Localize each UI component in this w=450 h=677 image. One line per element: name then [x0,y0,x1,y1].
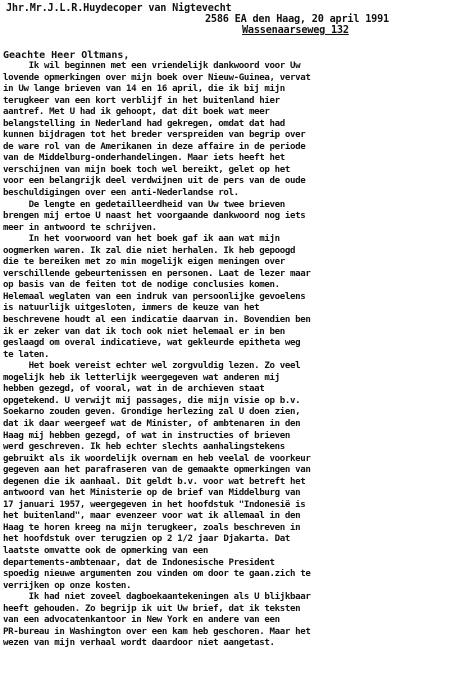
body-line: oogmerken waren. Ik zal die niet herhalen. Ik heb gepoogd [3,245,296,256]
street-address [242,25,349,36]
body-line: geslaagd om overal indicatieve, wat gekleurde epitheta weg [3,338,301,349]
body-line: werd geschreven. Ik heb echter slechts aanhalingstekens [3,442,285,453]
body-line: lovende opmerkingen over mijn boek over Nieuw-Guinea, vervat [3,72,311,83]
body-line: aantref. Met U had ik gehoopt, dat dit boek wat meer [3,107,270,118]
body-line: beschrevene houdt al een indicatie daarvan in. Bovendien ben [3,315,311,326]
body-line: antwoord van het Ministerie op de brief van Middelburg van [3,488,301,499]
body-line: Ik had niet zoveel dagboekaantekeningen als U blijkbaar [3,592,311,603]
sender-name: Jhr.Mr.J.L.R.Huydecoper van Nigtevecht [6,3,232,14]
body-line: In het voorwoord van het boek gaf ik aan wat mijn [3,234,280,245]
body-line: hebben gezegd, of vooral, wat in de archieven staat [3,384,265,395]
body-line: op basis van de feiten tot de nodige conclusies komen. [3,280,280,291]
body-line: laatste omvatte ook de opmerking van een [3,545,208,556]
body-line: meer in antwoord te schrijven. [3,222,157,233]
body-line: Het boek vereist echter wel zorgvuldig lezen. Zo veel [3,361,301,372]
body-line: van een advocatenkantoor in New York en andere van een [3,615,280,626]
body-line: gegeven aan het parafraseren van de gemaakte opmerkingen van [3,465,311,476]
body-line: wezen van mijn verhaal wordt daardoor niet aangetast. [3,638,275,649]
body-line: verrijken op onze kosten. [3,580,132,591]
body-line: gebruikt als ik woordelijk overnam en heb veelal de voorkeur [3,453,311,464]
body-line: terugkeer van een kort verblijf in het buitenland hier [3,95,280,106]
body-line: Helemaal weglaten van een indruk van persoonlijke gevoelens [3,291,306,302]
body-line: Haag te horen kreeg na mijn terugkeer, zoals beschreven in [3,522,301,533]
body-line: ik er zeker van dat ik toch ook niet helemaal er in ben [3,326,285,337]
body-line: de ware rol van de Amerikanen in deze affaire in de periode [3,141,306,152]
body-line: heeft gehouden. Zo begrijp ik uit Uw brief, dat ik teksten [3,603,301,614]
body-line: in Uw lange brieven van 14 en 16 april, die ik bij mijn [3,84,285,95]
body-line: dat ik daar weergeef wat de Minister, of ambtenaren in den [3,418,301,429]
body-line: die te bereiken met zo min mogelijk eigen meningen over [3,257,285,268]
body-line: 17 januari 1957, weergegeven in het hoofdstuk "Indonesië is [3,499,306,510]
body-line: brengen mij ertoe U naast het voorgaande dankwoord nog iets [3,211,306,222]
body-line: opgetekend. U verwijt mij passages, die mijn visie op b.v. [3,395,301,406]
body-line: van de Middelburg-onderhandelingen. Maar iets heeft het [3,153,285,164]
body-line: belangstelling in Nederland had gekregen, omdat dat had [3,118,285,129]
street-address-text: Wassenaarseweg 132 [242,25,349,36]
body-line: Haag mij hebben gezegd, of wat in instructies of brieven [3,430,290,441]
body-line: mogelijk heb ik letterlijk weergegeven wat anderen mij [3,372,280,383]
body-line: verschillende gebeurtenissen en personen. Laat de lezer maar [3,268,311,279]
body-line: departements-ambtenaar, dat de Indonesische President [3,557,275,568]
salutation: Geachte Heer Oltmans, [3,50,130,61]
body-line: voor een belangrijk deel verdwijnen uit de pers van de oude [3,176,306,187]
body-line: kunnen bijdragen tot het breder verspreiden van begrip over [3,130,306,141]
body-line: verschijnen van mijn boek toch wel bereikt, gelet op het [3,164,290,175]
body-line: De lengte en gedetailleerdheid van Uw twee brieven [3,199,285,210]
letter-body [3,61,445,650]
body-line: Soekarno zouden geven. Grondige herlezing zal U doen zien, [3,407,301,418]
place-and-date: 2586 EA den Haag, 20 april 1991 [205,14,389,25]
body-line: degenen die ik aanhaal. Dit geldt b.v. voor wat betreft het [3,476,306,487]
body-line: beschuldigingen over een anti-Nederlandse rol. [3,188,239,199]
body-line: het hoofdstuk over terugzien op 2 1/2 jaar Djakarta. Dat [3,534,290,545]
body-line: PR-bureau in Washington over een kam heb geschoren. Maar het [3,626,311,637]
body-line: het buitenland", maar evenzeer voor wat ik allemaal in den [3,511,301,522]
body-line: is natuurlijk uitgesloten, immers de keuze van het [3,303,260,314]
body-line: te laten. [3,349,50,360]
body-line: Ik wil beginnen met een vriendelijk dankwoord voor Uw [3,61,301,71]
body-line: spoedig nieuwe argumenten zou vinden om door te gaan.zich te [3,569,311,580]
